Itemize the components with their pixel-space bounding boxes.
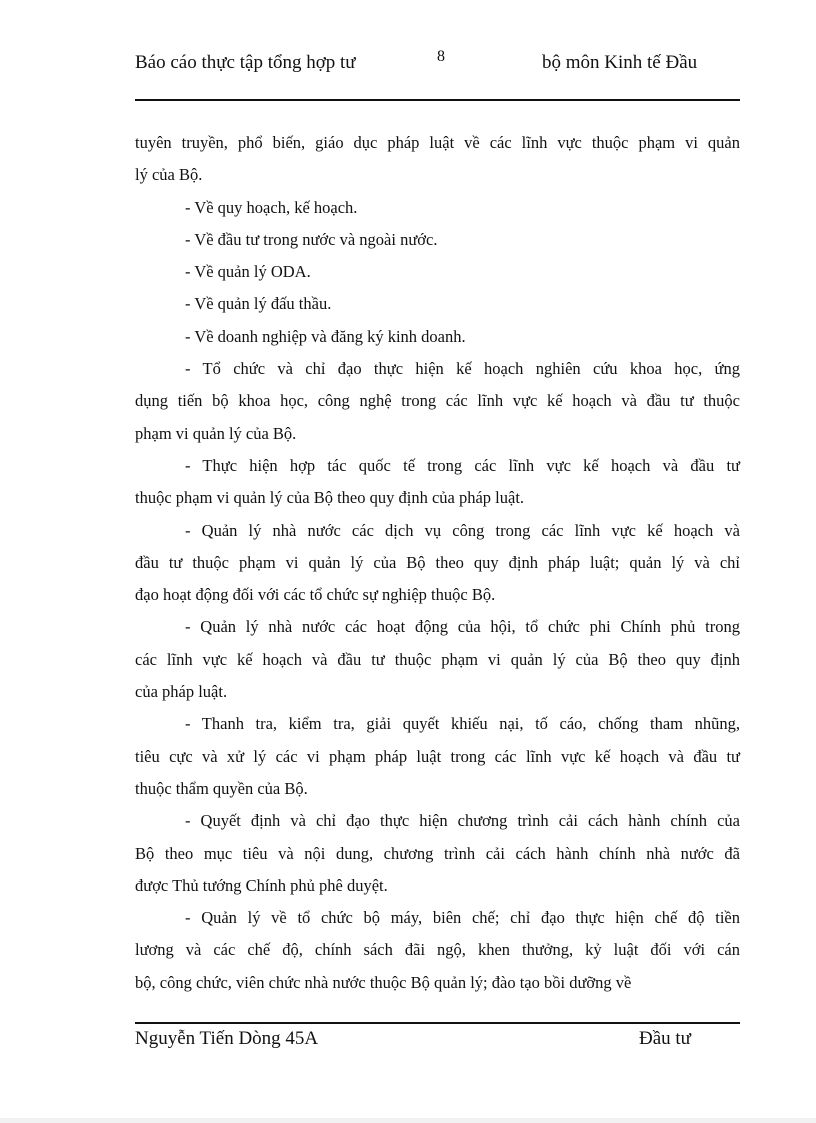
- text-line: các lĩnh vực kế hoạch và đầu tư thuộc phạm vi quản lý của Bộ theo quy định: [135, 649, 740, 669]
- header-report-title: Báo cáo thực tập tổng hợp tư: [135, 52, 356, 73]
- footer-major: Đầu tư: [639, 1028, 691, 1049]
- text-line: dụng tiến bộ khoa học, công nghệ trong các lĩnh vực kế hoạch và đầu tư thuộc: [135, 391, 740, 411]
- list-item: - Quản lý nhà nước các hoạt động của hội, tổ chức phi Chính phủ trong: [185, 617, 740, 637]
- text-line: phạm vi quản lý của Bộ.: [135, 423, 297, 443]
- page-number: 8: [437, 48, 445, 65]
- text-line: được Thủ tướng Chính phủ phê duyệt.: [135, 875, 388, 895]
- list-item: - Về doanh nghiệp và đăng ký kinh doanh.: [185, 326, 466, 346]
- list-item: - Thanh tra, kiểm tra, giải quyết khiếu nại, tố cáo, chống tham nhũng,: [185, 714, 740, 734]
- list-item: - Quyết định và chỉ đạo thực hiện chương trình cải cách hành chính của: [185, 811, 740, 831]
- text-line: tuyên truyền, phổ biến, giáo dục pháp luật về các lĩnh vực thuộc phạm vi quản: [135, 133, 740, 152]
- footer-author: Nguyễn Tiến Dòng 45A: [135, 1028, 319, 1049]
- text-line: đạo hoạt động đối với các tổ chức sự nghiệp thuộc Bộ.: [135, 585, 496, 605]
- header-divider: [135, 99, 740, 101]
- text-line: lương và các chế độ, chính sách đãi ngộ, khen thưởng, kỷ luật đối với cán: [135, 940, 740, 960]
- text-line: của pháp luật.: [135, 682, 228, 702]
- list-item: - Về quản lý ODA.: [185, 262, 311, 282]
- text-line: thuộc phạm vi quản lý của Bộ theo quy định của pháp luật.: [135, 488, 525, 508]
- document-body: [135, 127, 740, 999]
- list-item: - Về quy hoạch, kế hoạch.: [185, 197, 358, 217]
- list-item: - Quản lý về tổ chức bộ máy, biên chế; chỉ đạo thực hiện chế độ tiền: [185, 908, 740, 928]
- text-line: Bộ theo mục tiêu và nội dung, chương trình cải cách hành chính nhà nước đã: [135, 843, 740, 863]
- text-line: bộ, công chức, viên chức nhà nước thuộc Bộ quản lý; đào tạo bồi dưỡng về: [135, 972, 632, 992]
- list-item: - Về quản lý đấu thầu.: [185, 294, 332, 314]
- list-item: - Tổ chức và chỉ đạo thực hiện kế hoạch nghiên cứu khoa học, ứng: [185, 359, 740, 379]
- list-item: - Về đầu tư trong nước và ngoài nước.: [185, 229, 438, 249]
- list-item: - Quản lý nhà nước các dịch vụ công trong các lĩnh vực kế hoạch và: [185, 520, 740, 540]
- text-line: tiêu cực và xử lý các vi phạm pháp luật trong các lĩnh vực kế hoạch và đầu tư: [135, 746, 740, 766]
- page-edge: [0, 1118, 816, 1123]
- page-header: [135, 48, 740, 100]
- text-line: đầu tư thuộc phạm vi quản lý của Bộ theo quy định pháp luật; quản lý và chỉ: [135, 552, 740, 572]
- page-footer: [135, 1026, 740, 1076]
- text-line: lý của Bộ.: [135, 165, 203, 185]
- header-department: bộ môn Kinh tế Đầu: [542, 52, 698, 73]
- footer-divider: [135, 1022, 740, 1024]
- list-item: - Thực hiện hợp tác quốc tế trong các lĩnh vực kế hoạch và đầu tư: [185, 455, 740, 475]
- text-line: thuộc thẩm quyền của Bộ.: [135, 778, 308, 798]
